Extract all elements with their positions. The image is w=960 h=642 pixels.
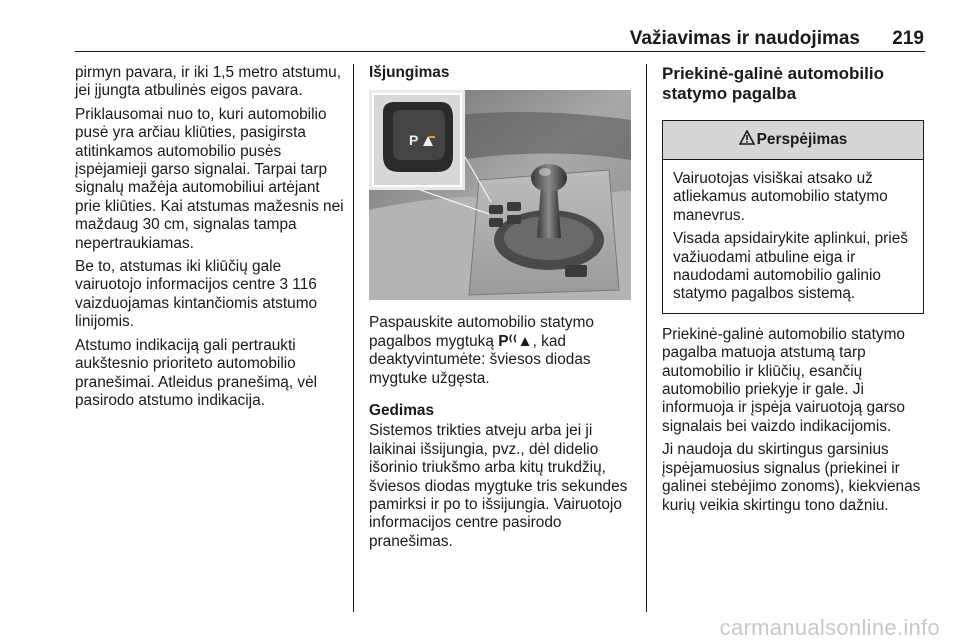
col2-paragraph-1 [369, 314, 631, 388]
header-rule [75, 51, 925, 52]
column-divider-1 [353, 64, 354, 612]
page-header-title: Važiavimas ir naudojimas [629, 28, 860, 49]
col1-paragraph-4: Atstumo indikaciją gali pertraukti aukštesnio prioriteto automobilio pranešimai. Atleidus pranešimą, vėl pasirodo atstumo indikacija. [75, 336, 318, 409]
page-number: 219 [892, 28, 924, 49]
col2-paragraph-2: Sistemos trikties atveju arba jei ji laikinai išsijungia, pvz., dėl didelio išorinio triukšmo arba kitų trukdžių, šviesos diodas mygtuke tris sekundes pamirksi ir po to išsijungia. Vairuotojo informacijos centre pasirodo pranešimas. [369, 422, 628, 550]
col1-paragraph-3-text-b: vaizduojamas kintančiomis atstumo linijomis. [75, 294, 318, 331]
watermark-text: carmanualsonline.info [719, 615, 940, 640]
warning-paragraph-2: Visada apsidairykite aplinkui, prieš važiuodami atbuline eiga ir naudodami automobilio galinio statymo pagalbos sistemą. [673, 230, 908, 303]
column-2 [369, 64, 631, 556]
warning-box [662, 120, 924, 314]
warning-triangle-icon [739, 130, 755, 150]
col3-paragraph-2: Ji naudoja du skirtingus garsinius įspėjamuosius signalus (priekinei ir galinei stebėjimo zonoms), kiekvienas kurių veikia skirtingu tono dažniu. [662, 441, 921, 514]
col1-paragraph-3 [75, 258, 345, 332]
parking-assist-button-icon: P⁽⁽▲ [498, 332, 533, 350]
warning-title: Perspėjimas [756, 130, 848, 148]
warning-body [663, 160, 923, 313]
col3-paragraph-1: Priekinė-galinė automobilio statymo pagalba matuoja atstumą tarp automobilio ir kliūčių, esančių automobilio priekyje ir gale. Ji informuoja ir įspėja vairuotoją garso signalais bei vaizdo indikacijomis. [662, 325, 905, 435]
section-heading: Priekinė-galinė automobilio statymo pagalba [662, 64, 884, 103]
col2-paragraph-1-text-b: , kad deaktyvintumėte: šviesos diodas mygtuke užgęsta. [369, 332, 591, 387]
column-divider-2 [646, 64, 647, 612]
parking-button-label: P [409, 132, 419, 149]
col1-paragraph-1: pirmyn pavara, ir iki 1,5 metro atstumu, jei įjungta atbulinės eigos pavara. [75, 64, 342, 100]
warning-header [663, 121, 923, 160]
section-subheading-off: Išjungimas [369, 64, 450, 81]
column-3 [662, 64, 924, 520]
col1-paragraph-3-text-a: Be to, atstumas iki kliūčių gale vairuotojo informacijos centre [75, 258, 282, 294]
col2-paragraph-1-text-a: Paspauskite automobilio statymo pagalbos mygtuką [369, 314, 594, 350]
page-reference-link[interactable]: 3 116 [279, 276, 317, 294]
col1-paragraph-2: Priklausomai nuo to, kuri automobilio pusė yra arčiau kliūties, pasigirsta atitinkamos automobilio pusės įspėjamieji garso signalai. Tarpai tarp signalų mažėja automobiliui artėjant prie kliūties. Kai atstumas mažesnis nei maždaug 30 cm, signalas tampa nepertraukiamas. [75, 105, 344, 252]
parking-button-photo [369, 90, 631, 300]
column-1 [75, 64, 345, 415]
section-subheading-fault: Gedimas [369, 402, 435, 420]
warning-paragraph-1: Vairuotojas visiškai atsako už atliekamus automobilio statymo manevrus. [673, 170, 888, 224]
